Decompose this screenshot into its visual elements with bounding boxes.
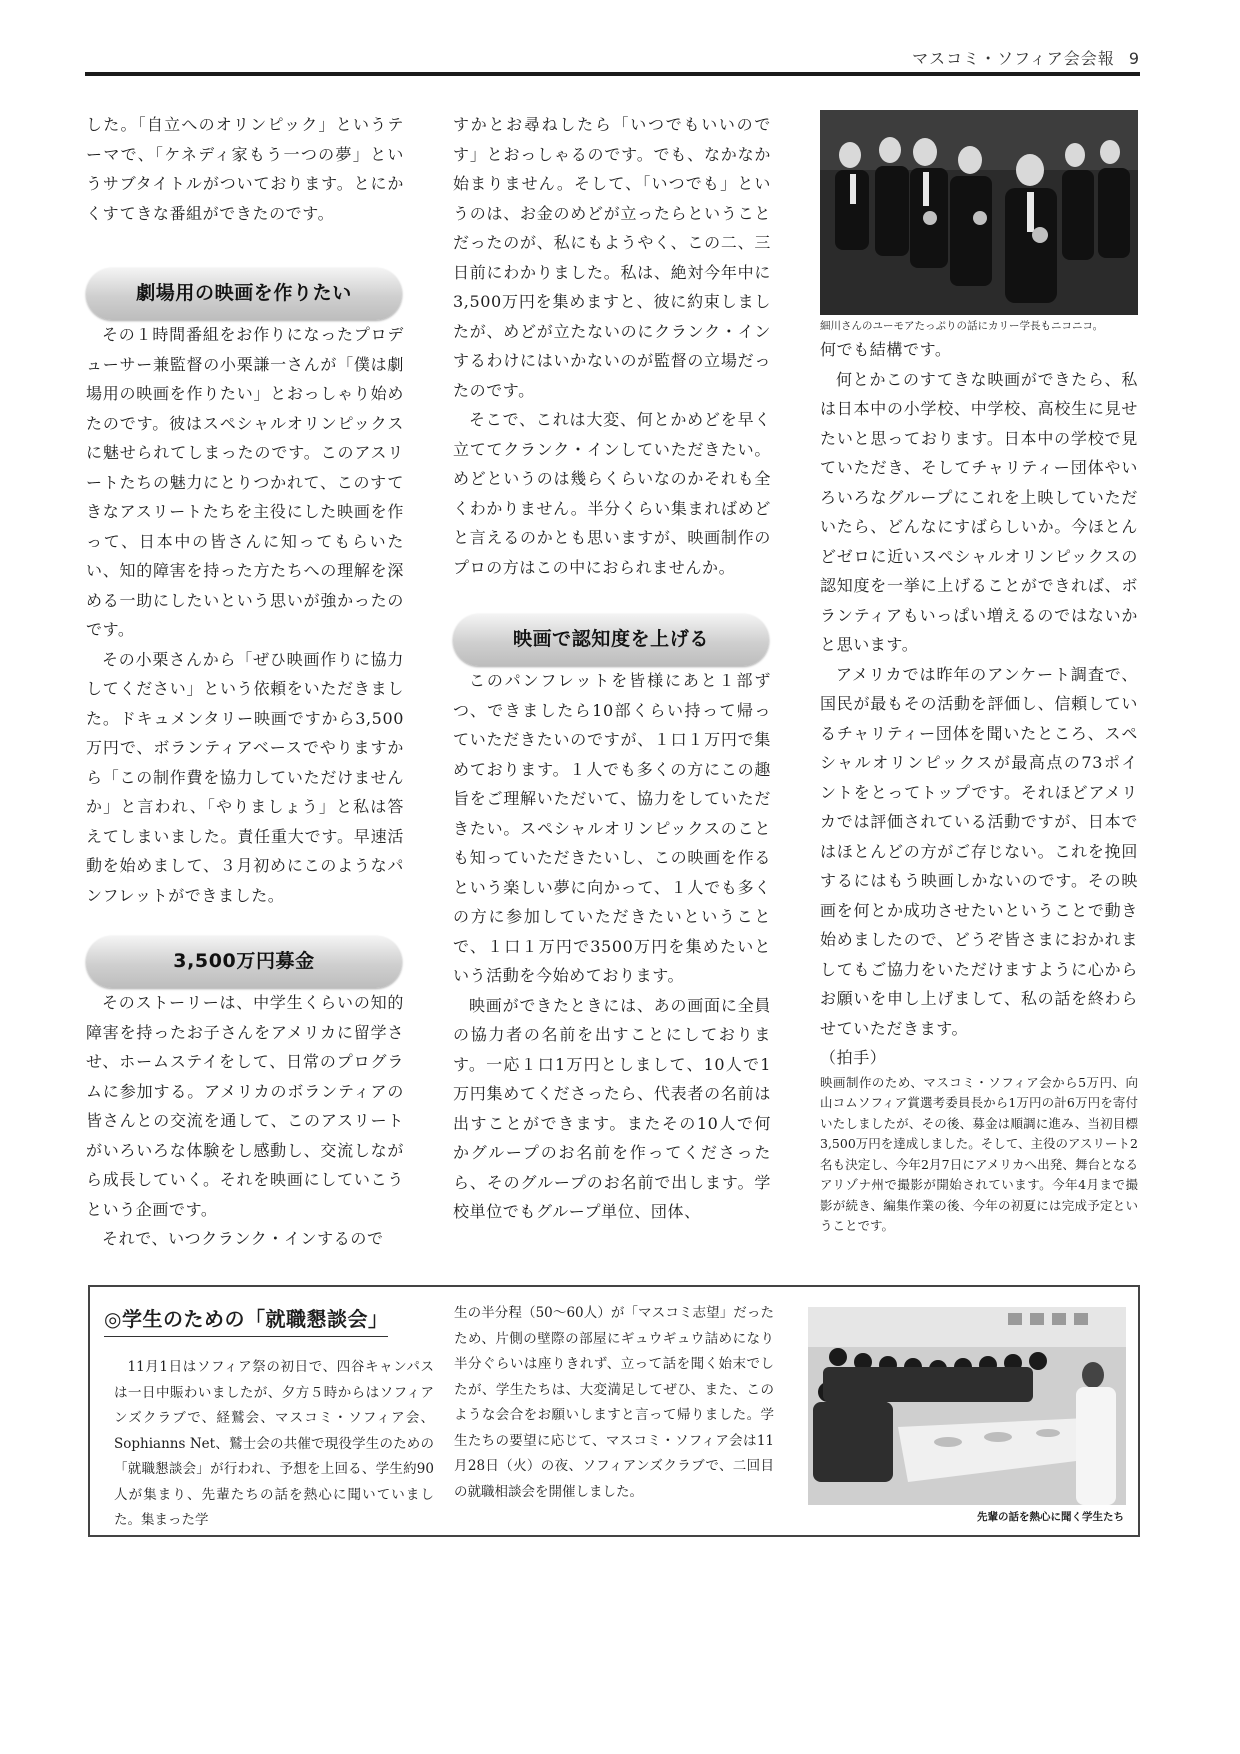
photo-caption: 先輩の話を熱心に聞く学生たち bbox=[977, 1511, 1124, 1523]
paragraph: 何とかこのすてきな映画ができたら、私は日本中の小学校、中学校、高校生に見せたいと思っております。日本中の学校で見ていただき、そしてチャリティー団体やいろいろなグループにこれを上映していただいたら、どんなにすばらしいか。今ほとんどゼロに近いスペシャルオリンピックスの認知度を一挙に上げることができれば、ボランティアもいっぱい増えるのではないかと思います。 bbox=[820, 369, 1138, 654]
paragraph: それで、いつクランク・インするので bbox=[102, 1229, 384, 1248]
paragraph: その１時間番組をお作りになったプロデューサー兼監督の小栗謙一さんが「僕は劇場用の映画を作りたい」とおっしゃり始めたのです。彼はスペシャルオリンピックスに魅せられてしまったのです。このアスリートたちの魅力にとりつかれて、このすてきなアスリートたちを主役にした映画を作って、日本中の皆さんに知ってもらいたい、知的障害を持った方たちへの理解を深める一助にしたいという思いが強かったのです。 bbox=[86, 325, 404, 639]
editor-note: 映画制作のため、マスコミ・ソフィア会から5万円、向山コムソフィア賞選考委員長から1万円の計6万円を寄付いたしましたが、その後、募金は順調に進み、当初目標3,500万円を達成しました。そして、主役のアスリート2名も決定し、今年2月7日にアメリカへ出発、舞台となるアリゾナ州で撮影が開始されています。今年4月まで撮影が続き、編集作業の後、今年の初夏には完成予定ということです。 bbox=[820, 1074, 1138, 1233]
paragraph: このパンフレットを皆様にあと１部ずつ、できましたら10部くらい持って帰っていただきたいのですが、１口１万円で集めております。１人でも多くの方にこの趣旨をご理解いただいて、協力をしていただきたい。スペシャルオリンピックスのことも知っていただきたいし、この映画を作るという楽しい夢に向かって、１人でも多くの方に参加していただきたいということで、１口１万円で3500万円を集めたいという活動を今始めております。 bbox=[453, 671, 771, 985]
header-rule bbox=[85, 72, 1140, 76]
section-heading: 3,500万円募金 bbox=[86, 936, 402, 988]
boxed-article-text: 11月1日はソフィア祭の初日で、四谷キャンパスは一日中賑わいましたが、夕方５時からはソフィアンズクラブで、経鷲会、マスコミ・ソフィア会、Sophianns Net、鷲士会の共催で現役学生のための「就職懇談会」が行われ、予想を上回る、学生約90人が集まり、先輩たちの話を熱心に聞いていました。集まった学 bbox=[114, 1359, 434, 1528]
publication-name: マスコミ・ソフィア会会報 bbox=[912, 49, 1115, 68]
paragraph: すかとお尋ねしたら「いつでもいいのです」とおっしゃるのです。でも、なかなか始まりません。そして、「いつでも」というのは、お金のめどが立ったらということだったのが、私にもようやく、この二、三日前にわかりました。私は、絶対今年中に3,500万円を集めますと、彼に約束しましたが、めどが立たないのにクランク・インするわけにはいかないのが監督の立場だったのです。 bbox=[453, 115, 771, 400]
column-3 bbox=[820, 110, 1138, 1237]
paragraph: その小栗さんから「ぜひ映画作りに協力してください」という依頼をいただきました。ドキュメンタリー映画ですから3,500万円で、ボランティアベースでやりますから「この制作費を協力していただけませんか」と言われ、「やりましょう」と私は答えてしまいました。責任重大です。早速活動を始めまして、３月初めにこのようなパンフレットができました。 bbox=[86, 649, 404, 905]
students-illustration bbox=[808, 1307, 1126, 1505]
section-heading: 映画で認知度を上げる bbox=[453, 614, 769, 666]
applause-note: （拍手） bbox=[820, 1048, 887, 1067]
boxed-article-title: ◎学生のための「就職懇談会」 bbox=[104, 1303, 388, 1337]
column-1 bbox=[86, 110, 404, 1254]
boxed-article bbox=[88, 1285, 1140, 1537]
paragraph: そのストーリーは、中学生くらいの知的障害を持ったお子さんをアメリカに留学させ、ホームステイをして、日常のプログラムに参加する。アメリカのボランティアの皆さんとの交流を通して、このアスリートがいろいろな体験をし感動し、交流しながら成長していく。それを映画にしていこうという企画です。 bbox=[86, 993, 404, 1219]
audience-illustration bbox=[820, 110, 1138, 315]
paragraph: した。「自立へのオリンピック」というテーマで、「ケネディ家もう一つの夢」というサブタイトルがついております。とにかくすてきな番組ができたのです。 bbox=[86, 115, 404, 223]
section-heading: 劇場用の映画を作りたい bbox=[86, 268, 402, 320]
column-2 bbox=[453, 110, 771, 1227]
audience-photo bbox=[820, 110, 1138, 315]
page-number: 9 bbox=[1128, 49, 1140, 68]
paragraph: 映画ができたときには、あの画面に全員の協力者の名前を出すことにしております。一応１口1万円としまして、10人で1万円集めてくださったら、代表者の名前は出すことができます。またその10人で何かグループのお名前を作ってくださったら、そのグループのお名前で出します。学校単位でもグループ単位、団体、 bbox=[453, 995, 771, 1221]
paragraph: アメリカでは昨年のアンケート調査で、国民が最もその活動を評価し、信頼しているチャリティー団体を聞いたところ、スペシャルオリンピックスが最高点の73ポイントをとってトップです。それほどアメリカでは評価されている活動ですが、日本ではほとんどの方がご存じない。これを挽回するにはもう映画しかないのです。その映画を何とか成功させたいということで動き始めましたので、どうぞ皆さまにおかれましてもご協力をいただけますように心からお願いを申し上げまして、私の話を終わらせていただきます。 bbox=[820, 664, 1138, 1038]
paragraph: 何でも結構です。 bbox=[820, 340, 952, 359]
paragraph: そこで、これは大変、何とかめどを早く立ててクランク・インしていただきたい。めどというのは幾らくらいなのかそれも全くわかりません。半分くらい集まればめどと言えるのかとも思いますが、映画制作のプロの方はこの中におられませんか。 bbox=[453, 410, 771, 577]
photo-caption: 細川さんのユーモアたっぷりの話にカリー学長もニコニコ。 bbox=[820, 320, 1104, 332]
page-header bbox=[912, 46, 1140, 69]
boxed-article-text: 生の半分程（50～60人）が「マスコミ志望」だったため、片側の壁際の部屋にギュウギュウ詰めになり半分ぐらいは座りきれず、立って話を聞く始末でしたが、学生たちは、大変満足してぜひ、また、このような会合をお願いしますと言って帰りました。学生たちの要望に応じて、マスコミ・ソフィア会は11月28日（火）の夜、ソフィアンズクラブで、二回目の就職相談会を開催しました。 bbox=[454, 1305, 774, 1500]
students-photo bbox=[808, 1307, 1126, 1505]
